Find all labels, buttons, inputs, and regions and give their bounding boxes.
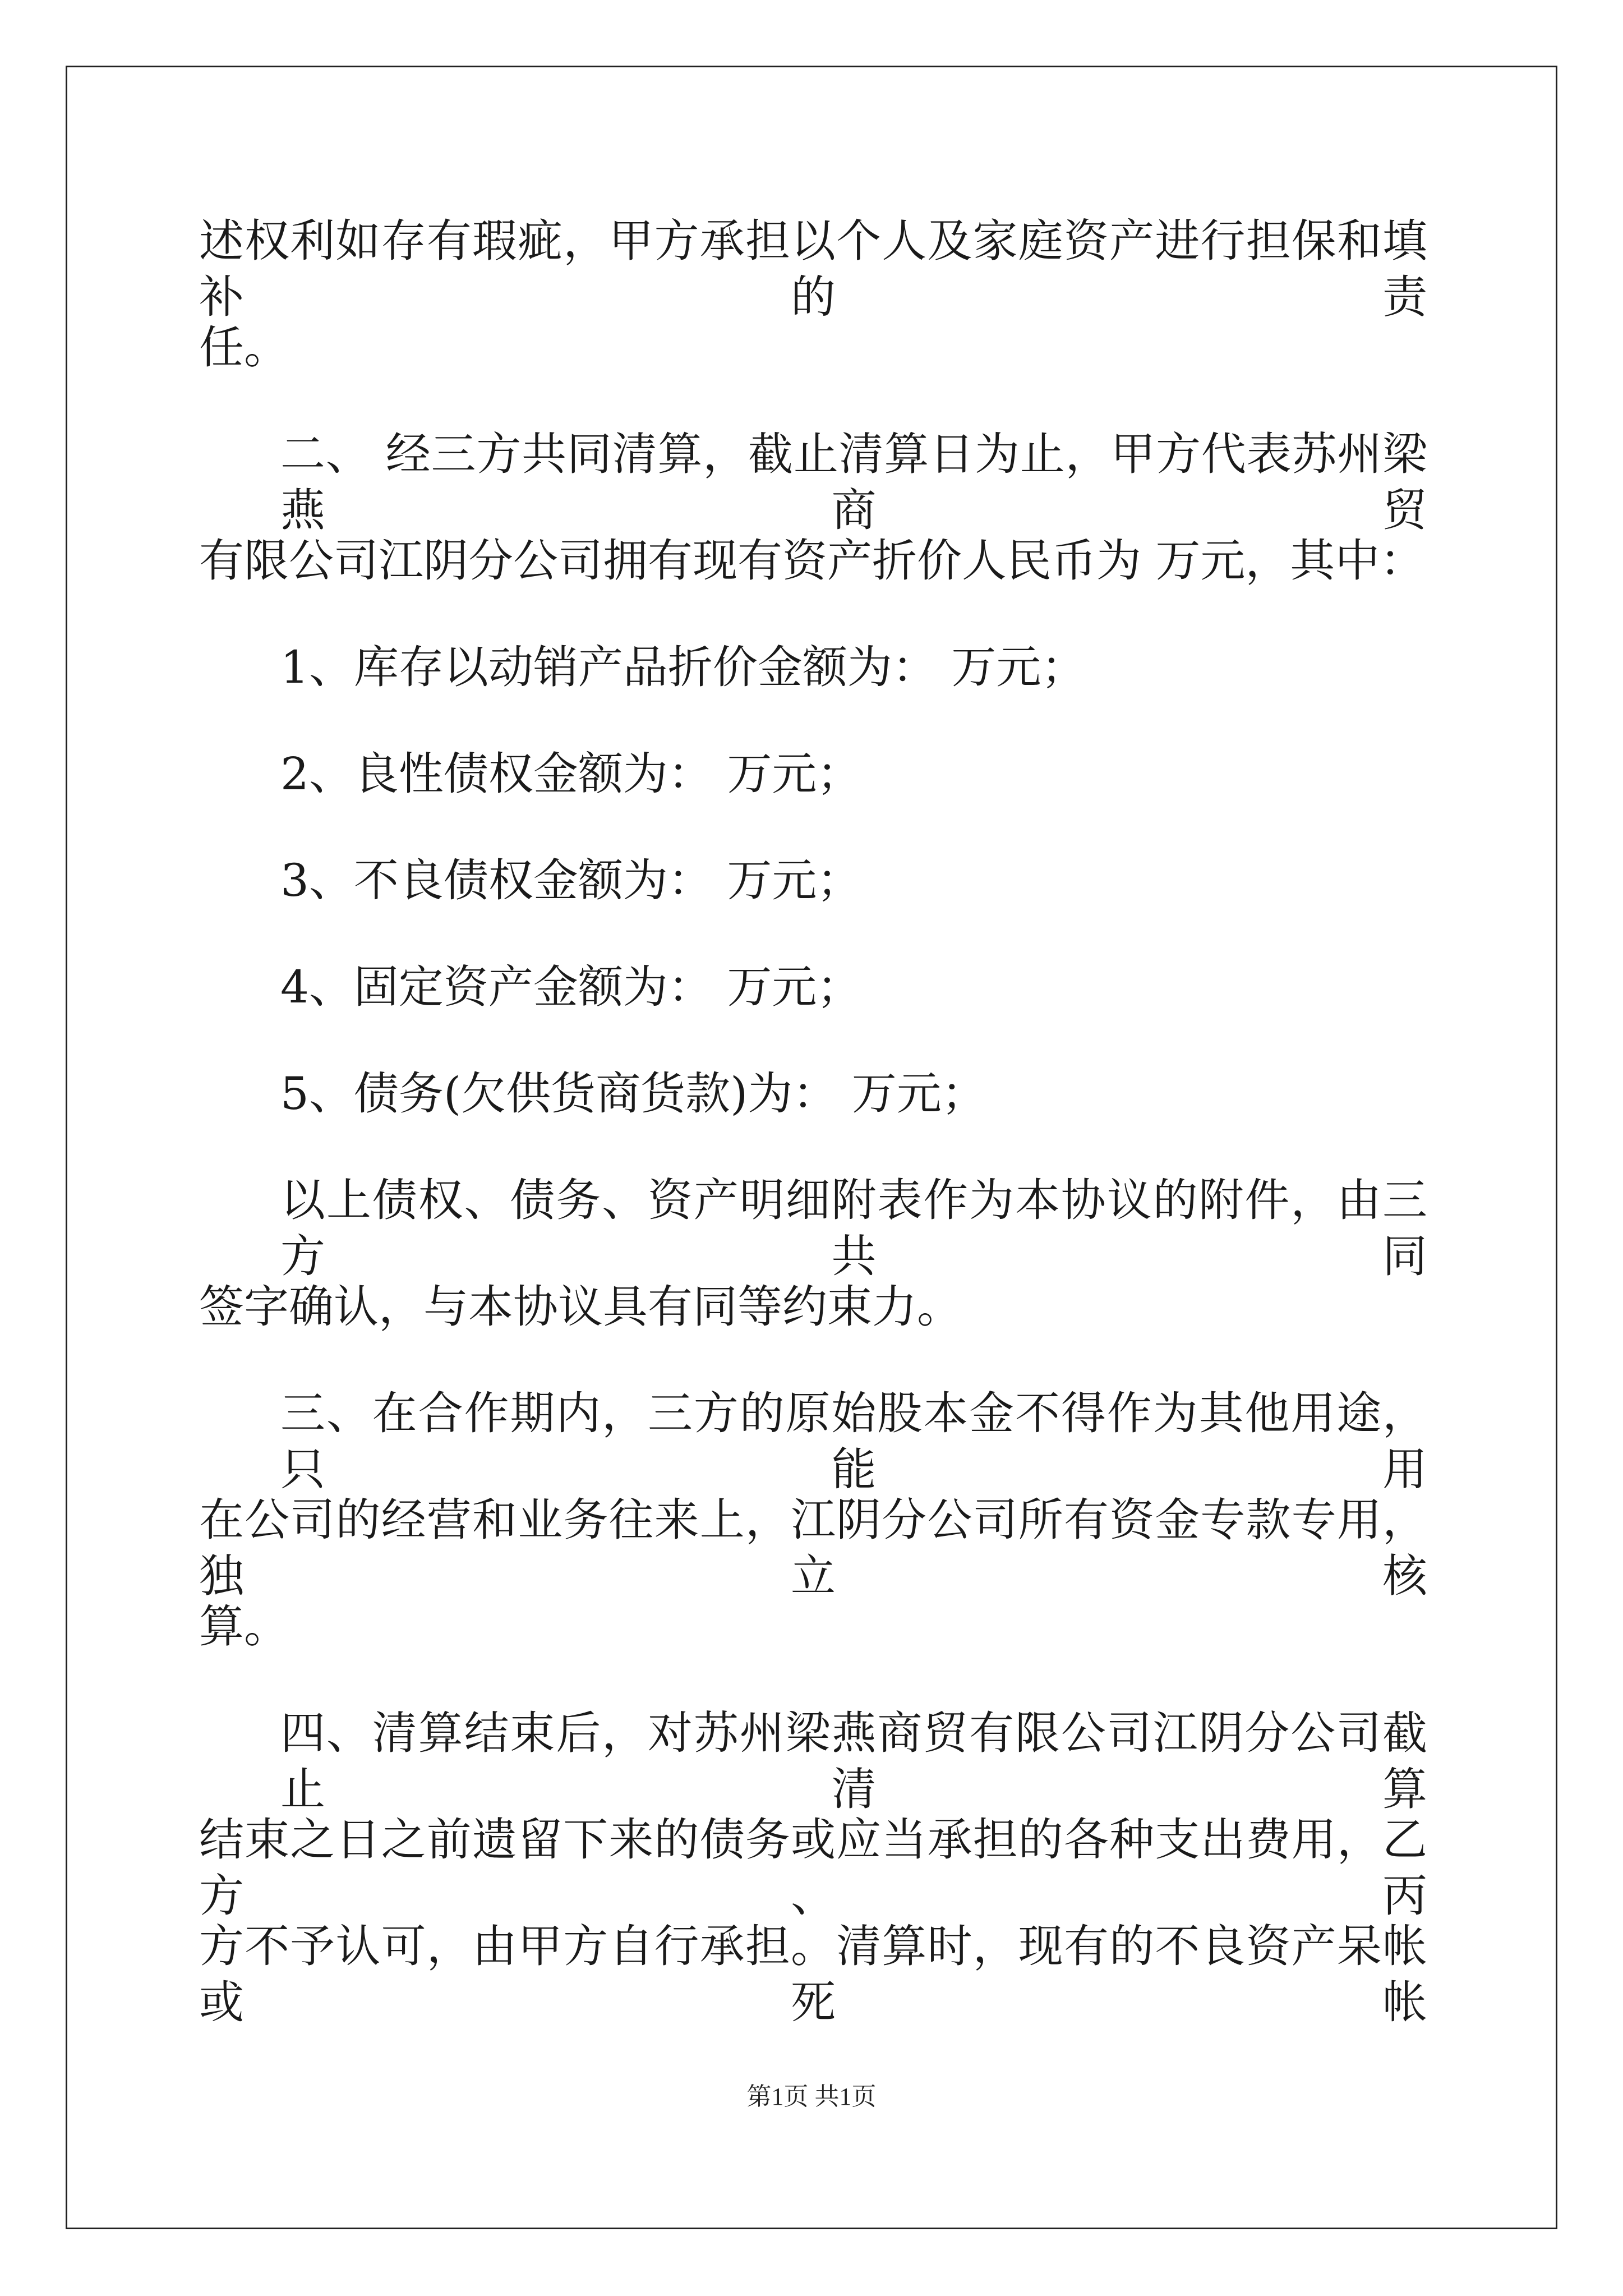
paragraph-line: 四、清算结束后，对苏州梁燕商贸有限公司江阴分公司截止清算 (280, 1707, 1427, 1815)
paragraph-line: 述权利如存有瑕疵，甲方承担以个人及家庭资产进行担保和填补的责 (199, 215, 1427, 323)
paragraph-line: 在公司的经营和业务往来上，江阴分公司所有资金专款专用，独立核 (199, 1494, 1427, 1602)
paragraph-line: 三、在合作期内，三方的原始股本金不得作为其他用途，只能用 (280, 1387, 1427, 1496)
list-item: 5、债务(欠供货商货款)为： 万元； (280, 1068, 986, 1120)
paragraph-line: 任。 (199, 321, 289, 374)
paragraph-line: 有限公司江阴分公司拥有现有资产折价人民币为 万元，其中： (199, 535, 1425, 587)
paragraph-line: 签字确认，与本协议具有同等约束力。 (199, 1281, 962, 1333)
list-item: 4、固定资产金额为： 万元； (280, 961, 862, 1013)
page-footer: 第1页 共1页 (746, 2083, 877, 2110)
paragraph-line: 方不予认可，由甲方自行承担。清算时，现有的不良资产呆帐或死帐 (199, 1920, 1427, 2028)
list-item: 3、不良债权金额为： 万元； (280, 854, 862, 907)
paragraph-line: 算。 (199, 1600, 289, 1653)
list-item: 1、库存以动销产品折价金额为： 万元； (280, 641, 1086, 693)
paragraph-line: 以上债权、债务、资产明细附表作为本协议的附件，由三方共同 (280, 1174, 1427, 1282)
paragraph-line: 结束之日之前遗留下来的债务或应当承担的各种支出费用，乙方、丙 (199, 1814, 1427, 1922)
list-item: 2、良性债权金额为： 万元； (280, 748, 862, 800)
paragraph-line: 二、 经三方共同清算，截止清算日为止，甲方代表苏州梁燕商贸 (280, 428, 1427, 536)
